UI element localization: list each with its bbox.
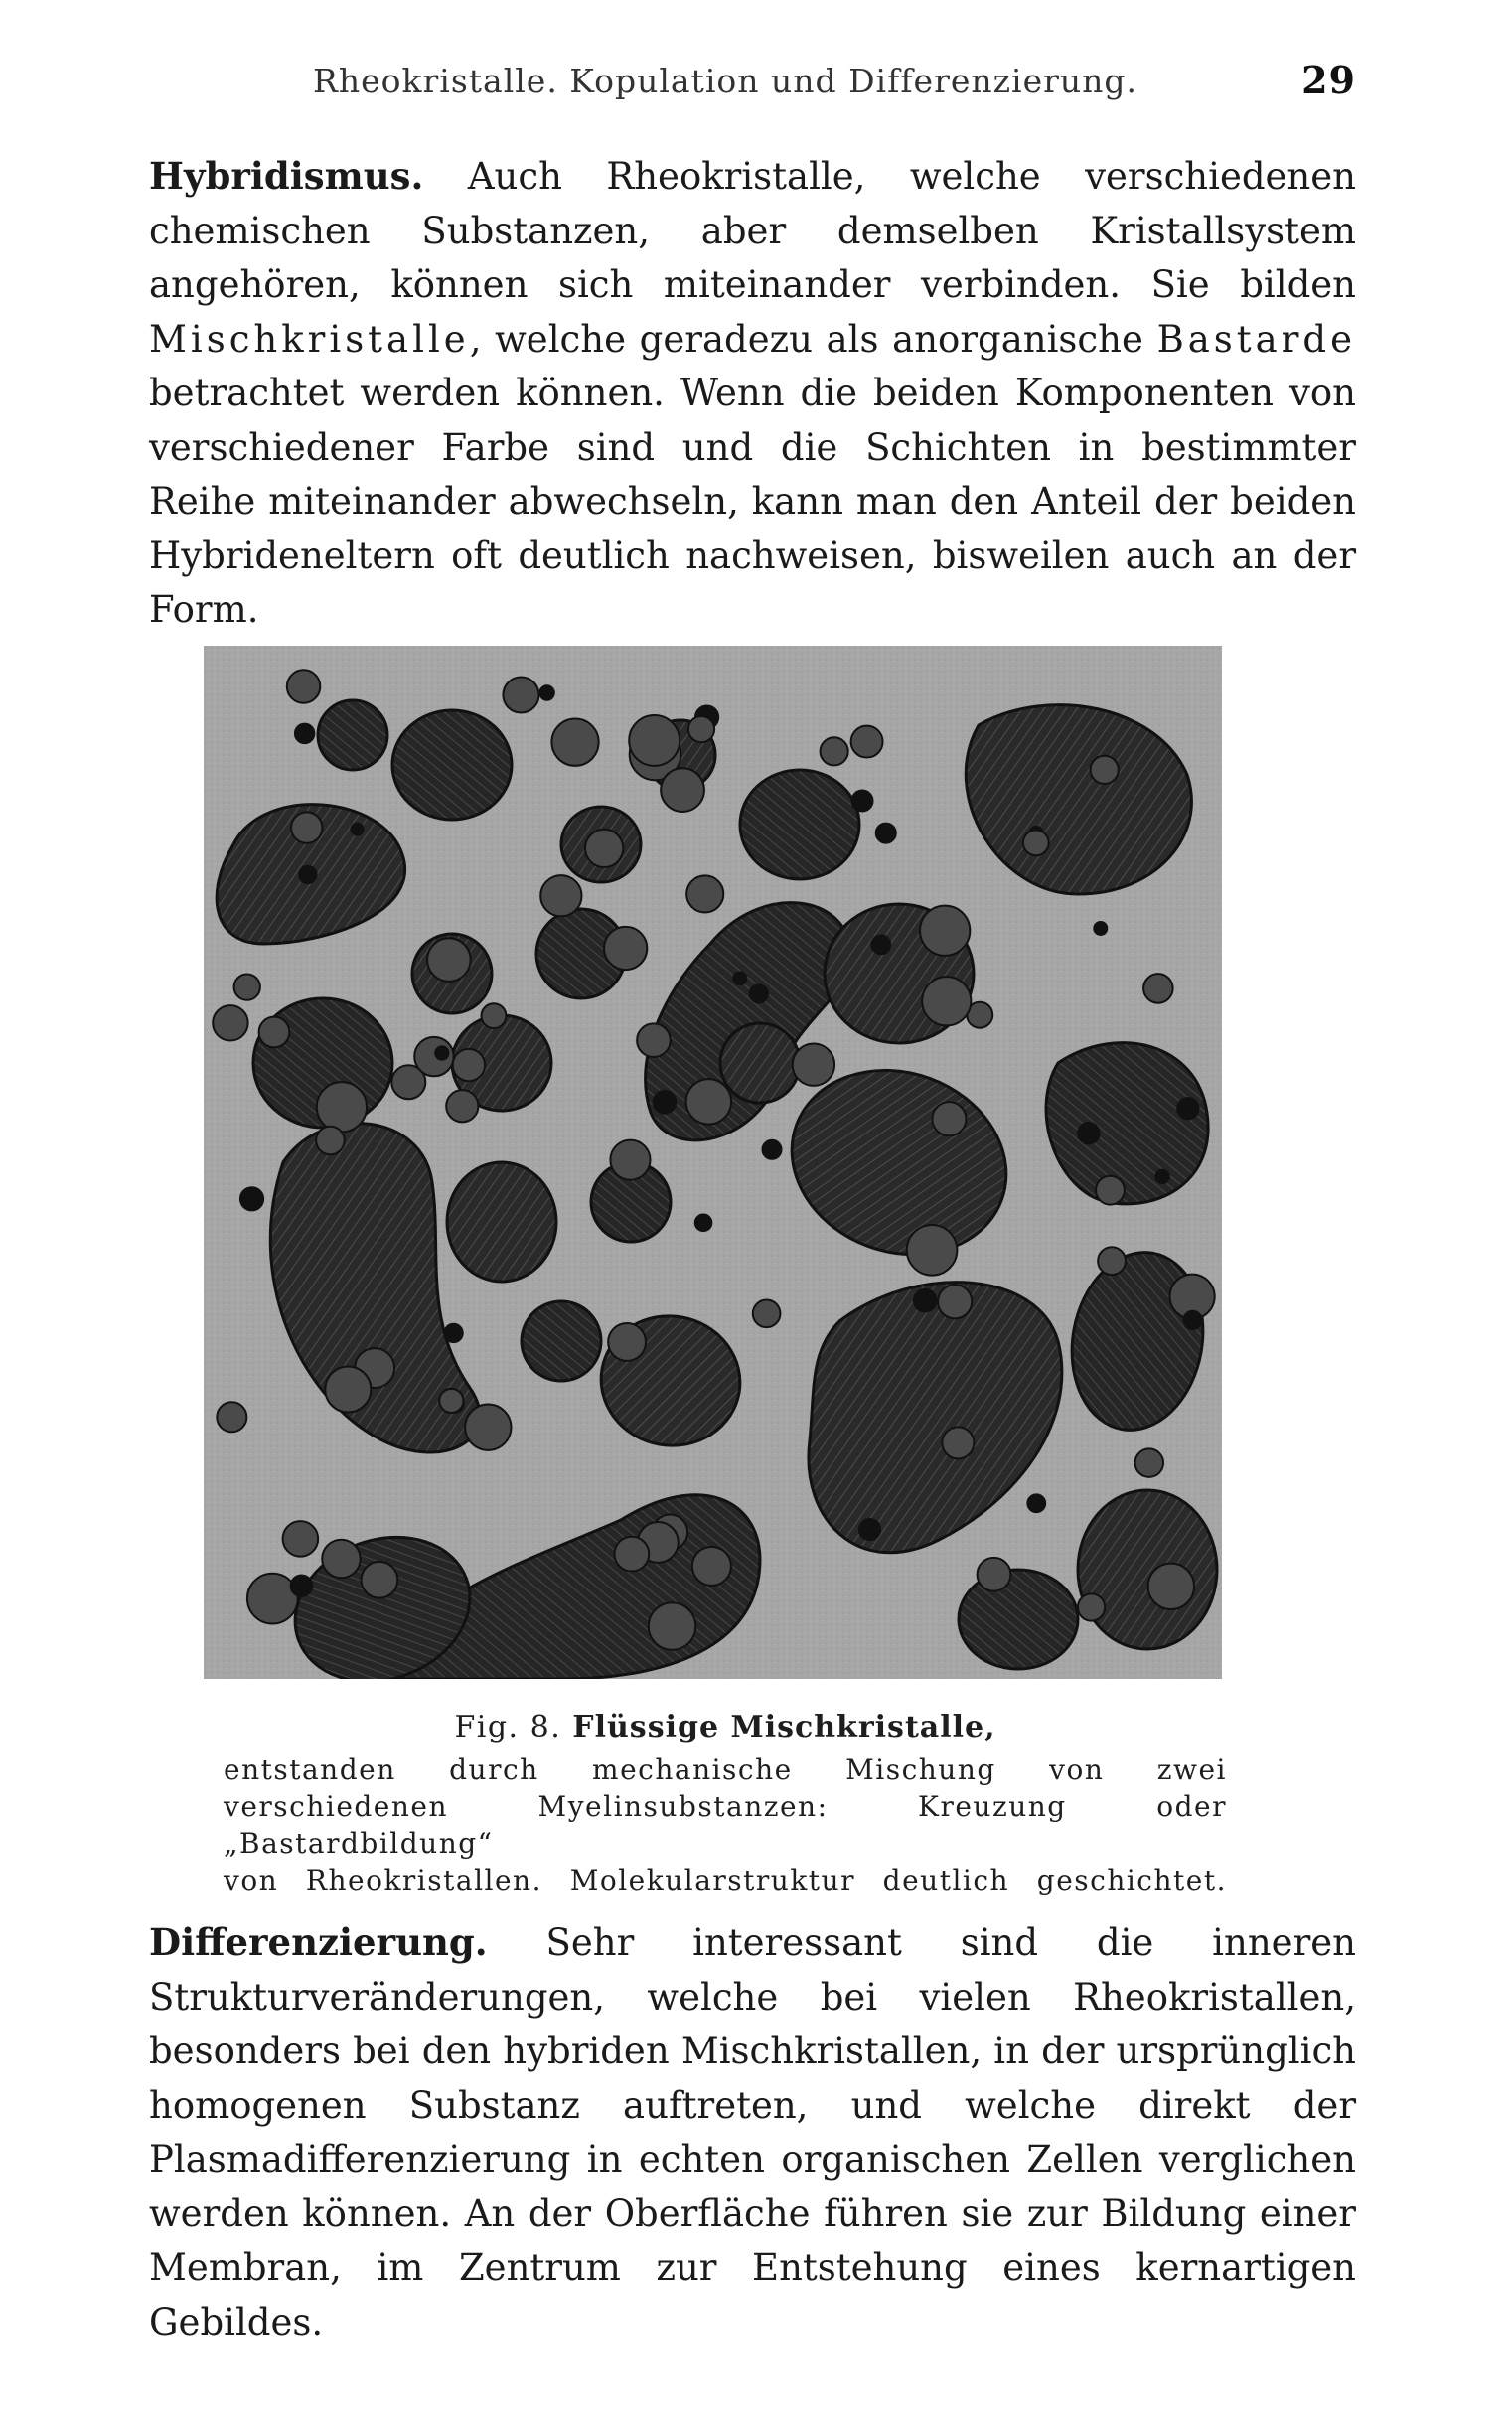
small-droplet xyxy=(444,1324,462,1342)
small-droplet xyxy=(942,1427,974,1458)
running-head-title: Rheokristalle. Kopulation und Differenzierung. xyxy=(313,62,1137,100)
figure-caption xyxy=(224,1709,1227,1898)
small-droplet xyxy=(259,1017,290,1048)
small-droplet xyxy=(291,812,322,842)
small-droplet xyxy=(217,1402,246,1432)
small-droplet xyxy=(247,1574,298,1624)
small-droplet xyxy=(465,1404,511,1449)
figure-micrograph xyxy=(204,646,1222,1679)
small-droplet xyxy=(654,1091,677,1114)
small-droplet xyxy=(1148,1564,1194,1609)
paragraph-lead: Hybridismus. xyxy=(149,154,424,198)
bean-droplet xyxy=(1046,1043,1208,1204)
small-droplet xyxy=(503,677,538,712)
small-droplet xyxy=(322,1540,360,1578)
small-droplet xyxy=(585,830,623,867)
caption-heading xyxy=(224,1709,1227,1745)
small-droplet xyxy=(762,1140,781,1159)
small-droplet xyxy=(907,1225,958,1276)
small-droplet xyxy=(753,1299,781,1327)
small-droplet xyxy=(661,768,704,812)
small-droplet xyxy=(295,724,314,743)
small-droplet xyxy=(688,716,714,742)
small-droplet xyxy=(1027,1494,1045,1512)
small-droplet xyxy=(539,685,553,699)
small-droplet xyxy=(1091,756,1119,784)
paragraph-lead: Differenzierung. xyxy=(149,1920,488,1964)
small-droplet xyxy=(938,1285,972,1318)
small-droplet xyxy=(793,1044,834,1086)
small-droplet xyxy=(608,1323,646,1361)
small-droplet xyxy=(914,1289,937,1312)
droplet xyxy=(392,710,512,820)
figure-label: Fig. 8. xyxy=(454,1710,562,1744)
emphasis-mischkristalle: Mischkristalle xyxy=(149,317,470,361)
small-droplet xyxy=(637,1023,671,1057)
small-droplet xyxy=(551,719,598,766)
small-droplet xyxy=(283,1521,319,1557)
small-droplet xyxy=(1094,922,1107,935)
small-droplet xyxy=(920,906,970,956)
running-head xyxy=(313,58,1356,111)
small-droplet xyxy=(1098,1247,1126,1275)
droplet xyxy=(959,1570,1078,1669)
small-droplet xyxy=(316,1127,345,1155)
small-droplet xyxy=(695,1214,712,1231)
small-droplet xyxy=(234,974,260,999)
small-droplet xyxy=(1177,1098,1198,1119)
small-droplet xyxy=(692,1547,731,1586)
small-droplet xyxy=(733,972,746,984)
droplet xyxy=(740,770,859,879)
small-droplet xyxy=(291,1575,313,1596)
emphasis-bastarde: Bastarde xyxy=(1156,317,1356,361)
small-droplet xyxy=(978,1558,1011,1591)
small-droplet xyxy=(325,1366,371,1412)
small-droplet xyxy=(686,875,723,912)
small-droplet xyxy=(610,1140,650,1180)
caption-text-last: von Rheokristallen. Molekularstruktur deutlich geschichtet. xyxy=(224,1864,1227,1896)
paragraph-differenzierung xyxy=(149,1915,1356,2349)
paragraph-text: Sehr interessant sind die inneren Strukturveränderungen, welche bei vielen Rheokristallen, besonders bei den hybriden Mischkristallen, in der ursprünglich homogenen Substanz auftreten, und welche direkt der Plasmadifferenzierung in echten organischen Zellen verglichen werden können. An der Oberfläche führen sie zur Bildung einer Membran, im Zentrum zur Entstehung eines kernartigen Gebildes. xyxy=(149,1921,1356,2344)
small-droplet xyxy=(649,1602,695,1649)
paragraph-text: Auch Rheokristalle, welche verschiedenen chemischen Substanzen, aber demselben Kristallsystem angehören, können sich miteinander verbinden. Sie bilden xyxy=(149,155,1356,306)
small-droplet xyxy=(427,938,471,982)
small-droplet xyxy=(446,1090,478,1122)
small-droplet xyxy=(851,726,883,758)
caption-text: entstanden durch mechanische Mischung von zwei verschiedenen Myelinsubstanzen: Kreuzung oder „Bastardbildung“ xyxy=(224,1753,1227,1860)
small-droplet xyxy=(859,1519,880,1540)
small-droplet xyxy=(604,927,647,970)
small-droplet xyxy=(482,1003,507,1028)
small-droplet xyxy=(1078,1123,1099,1143)
small-droplet xyxy=(352,824,364,835)
micrograph-image xyxy=(204,646,1222,1679)
droplet xyxy=(318,700,387,770)
small-droplet xyxy=(453,1049,485,1081)
small-droplet xyxy=(615,1537,650,1572)
small-droplet xyxy=(821,737,848,765)
small-droplet xyxy=(932,1102,966,1135)
paragraph-text: , welche geradezu als anorganische xyxy=(469,317,1157,361)
small-droplet xyxy=(1184,1311,1202,1329)
small-droplet xyxy=(213,1005,247,1040)
small-droplet xyxy=(317,1082,367,1132)
small-droplet xyxy=(922,977,971,1025)
small-droplet xyxy=(1155,1170,1168,1183)
page-number: 29 xyxy=(1301,58,1356,102)
droplet xyxy=(720,1023,800,1103)
small-droplet xyxy=(435,1046,448,1059)
paragraph-text: betrachtet werden können. Wenn die beiden Komponenten von verschiedener Farbe sind und die Schichten in bestimmter Reihe miteinander abwechseln, kann man den Anteil der beiden Hybrideneltern oft deutlich nachweisen, bisweilen auch an der Form. xyxy=(149,372,1356,631)
small-droplet xyxy=(540,875,581,916)
small-droplet xyxy=(287,670,320,702)
small-droplet xyxy=(1078,1593,1105,1620)
small-droplet xyxy=(629,715,680,766)
small-droplet xyxy=(1023,830,1049,855)
small-droplet xyxy=(750,984,768,1002)
small-droplet xyxy=(1096,1176,1125,1205)
droplet xyxy=(522,1301,601,1381)
small-droplet xyxy=(871,935,890,954)
small-droplet xyxy=(240,1187,263,1210)
small-droplet xyxy=(439,1389,463,1413)
paragraph-hybridismus xyxy=(149,149,1356,638)
small-droplet xyxy=(299,866,316,883)
small-droplet xyxy=(852,791,873,812)
small-droplet xyxy=(876,824,896,843)
droplet xyxy=(447,1162,556,1282)
figure-title: Flüssige Mischkristalle, xyxy=(572,1710,996,1744)
small-droplet xyxy=(362,1562,398,1598)
droplet xyxy=(1078,1490,1217,1649)
small-droplet xyxy=(1135,1448,1163,1476)
small-droplet xyxy=(686,1079,732,1125)
small-droplet xyxy=(1143,974,1173,1003)
